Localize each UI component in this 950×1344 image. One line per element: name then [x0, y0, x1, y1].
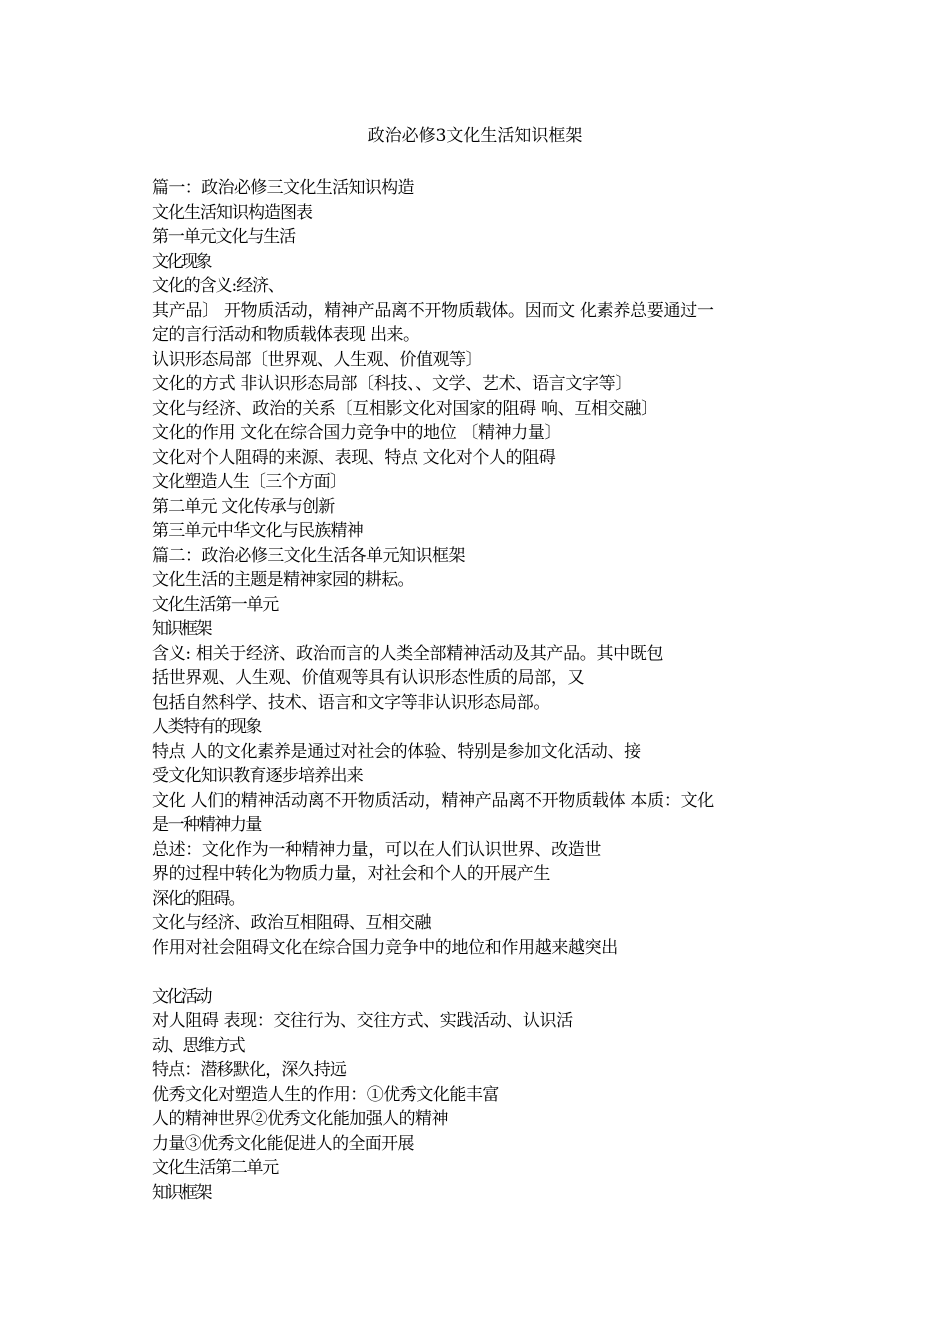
text-line: 篇一：政治必修三文化生活知识构造	[152, 178, 414, 198]
text-line: 篇二：政治必修三文化生活各单元知识框架	[152, 545, 465, 566]
text-line: 第二单元 文化传承与创新	[152, 496, 335, 517]
text-line: 文化现象	[152, 251, 210, 272]
text-line: 文化对个人阻碍的来源、表现、特点 文化对个人的阻碍	[152, 447, 556, 468]
text-line: 深化的阻碍。	[152, 888, 244, 909]
text-line: 文化的含义:经济、	[152, 276, 284, 296]
text-line: 知识框架	[152, 619, 210, 639]
text-line: 文化的作用 文化在综合国力竞争中的地位 〔精神力量〕	[152, 423, 562, 443]
text-line: 对人阻碍 表现：交往行为、交往方式、实践活动、认识活	[152, 1011, 573, 1031]
text-line: 文化生活第一单元	[152, 594, 278, 615]
text-line: 受文化知识教育逐步培养出来	[152, 766, 363, 786]
text-line: 特点 人的文化素养是通过对社会的体验、特别是参加文化活动、接	[152, 741, 641, 762]
text-line: 括世界观、人生观、价值观等具有认识形态性质的局部，又	[152, 668, 585, 688]
text-line: 含义: 相关于经济、政治而言的人类全部精神活动及其产品。其中既包	[152, 643, 664, 664]
text-line: 作用对社会阻碍文化在综合国力竞争中的地位和作用越来越突出	[152, 937, 618, 958]
text-line: 文化生活的主题是精神家园的耕耘。	[152, 570, 414, 590]
text-line: 包括自然科学、技术、语言和文字等非认识形态局部。	[152, 692, 550, 713]
text-line: 是一种精神力量	[152, 815, 261, 835]
text-line: 文化与经济、政治互相阻碍、互相交融	[152, 913, 431, 933]
text-line: 第三单元中华文化与民族精神	[152, 521, 363, 541]
document-body	[152, 176, 812, 1205]
text-line: 文化 人们的精神活动离不开物质活动，精神产品离不开物质载体 本质：文化	[152, 790, 715, 811]
text-line: 特点：潜移默化，深久持远	[152, 1060, 347, 1080]
text-line: 文化塑造人生〔三个方面〕	[152, 472, 347, 492]
text-line: 知识框架	[152, 1182, 210, 1203]
text-line: 第一单元文化与生活	[152, 227, 296, 247]
text-line: 文化生活第二单元	[152, 1158, 278, 1178]
text-line: 文化生活知识构造图表	[152, 202, 312, 223]
text-line: 文化的方式 非认识形态局部〔科技、、文学、艺术、语言文字等〕	[152, 374, 633, 394]
text-line: 人的精神世界②优秀文化能加强人的精神	[152, 1109, 448, 1129]
text-line: 其产品〕 开物质活动，精神产品离不开物质载体。因而文 化素养总要通过一	[152, 300, 714, 321]
document-title: 政治必修3文化生活知识框架	[367, 126, 583, 146]
text-line: 文化活动	[152, 986, 210, 1007]
text-line: 力量③优秀文化能促进人的全面开展	[152, 1133, 414, 1154]
text-line: 界的过程中转化为物质力量，对社会和个人的开展产生	[152, 864, 550, 884]
text-line: 人类特有的现象	[152, 717, 261, 737]
text-line: 动、思维方式	[152, 1035, 244, 1056]
text-line: 定的言行活动和物质载体表现 出来。	[152, 325, 420, 345]
blank-line	[152, 960, 812, 985]
text-line: 总述：文化作为一种精神力量，可以在人们认识世界、改造世	[152, 839, 602, 860]
text-line: 文化与经济、政治的关系〔互相影文化对国家的阻碍 响、互相交融〕	[152, 398, 658, 419]
text-line: 优秀文化对塑造人生的作用：①优秀文化能丰富	[152, 1084, 499, 1105]
text-line: 认识形态局部〔世界观、人生观、价值观等〕	[152, 349, 482, 370]
